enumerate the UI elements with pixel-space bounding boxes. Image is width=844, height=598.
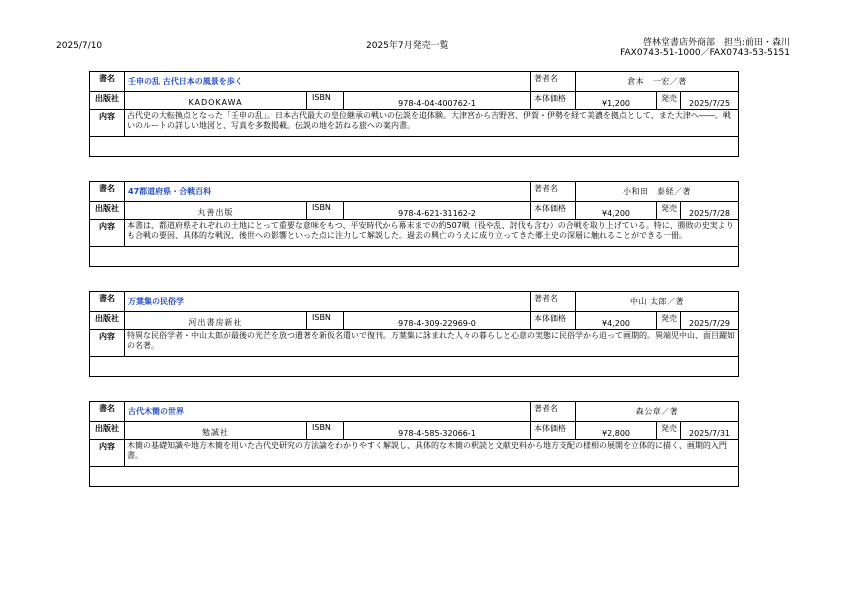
book-content: 木簡の基礎知識や地方木簡を用いた古代史研究の方法論をわかりやすく解説し、具体的な木簡の釈読と文献史料から地方支配の様相の展開を立体的に描く、画期的入門書。 (125, 440, 739, 467)
book-title: 万葉集の民俗学 (125, 292, 531, 312)
publisher-label: 出版社 (90, 92, 125, 110)
book-content: 特異な民俗学者・中山太郎が最後の光芒を放つ遺著を新仮名遣いで復刊。万葉集に詠まれた人々の暮らしと心意の実態に民俗学から迫って画期的。異端児中山、面目躍如の名著。 (125, 330, 739, 357)
book-entry (89, 181, 738, 267)
book-author: 倉本 一宏／著 (576, 72, 739, 92)
release-label: 発売 (657, 422, 681, 440)
author-label: 著者名 (531, 292, 576, 312)
isbn-label: ISBN (307, 92, 344, 110)
release-label: 発売 (657, 312, 681, 330)
book-isbn: 978-4-309-22969-0 (344, 312, 531, 330)
list-date: 2025/7/10 (56, 41, 103, 51)
book-price: ¥4,200 (576, 202, 657, 220)
book-price: ¥2,800 (576, 422, 657, 440)
content-label: 内容 (90, 110, 125, 137)
publisher-label: 出版社 (90, 312, 125, 330)
book-release-date: 2025/7/31 (681, 422, 739, 440)
isbn-label: ISBN (307, 422, 344, 440)
book-publisher: KADOKAWA (125, 92, 307, 110)
title-label: 書名 (90, 292, 125, 312)
book-publisher: 河出書房新社 (125, 312, 307, 330)
book-content: 古代史の大転換点となった「壬申の乱」。日本古代最大の皇位継承の戦いの伝説を追体験。大津宮から吉野宮、伊賀・伊勢を経て美濃を拠点として、また大津へ――。戦いのルートの詳しい地図と、写真を多数掲載。伝説の地を訪ねる旅への案内書。 (125, 110, 739, 137)
book-title: 古代木簡の世界 (125, 402, 531, 422)
book-isbn: 978-4-621-31162-2 (344, 202, 531, 220)
notes-row (90, 137, 739, 157)
notes-row (90, 247, 739, 267)
book-author: 森公章／著 (576, 402, 739, 422)
title-label: 書名 (90, 72, 125, 92)
title-label: 書名 (90, 182, 125, 202)
book-isbn: 978-4-585-32066-1 (344, 422, 531, 440)
release-label: 発売 (657, 92, 681, 110)
book-release-date: 2025/7/29 (681, 312, 739, 330)
content-label: 内容 (90, 330, 125, 357)
isbn-label: ISBN (307, 202, 344, 220)
content-label: 内容 (90, 220, 125, 247)
author-label: 著者名 (531, 72, 576, 92)
book-release-date: 2025/7/25 (681, 92, 739, 110)
content-label: 内容 (90, 440, 125, 467)
book-entry (89, 401, 738, 487)
notes-row (90, 467, 739, 487)
price-label: 本体価格 (531, 312, 576, 330)
book-price: ¥4,200 (576, 312, 657, 330)
notes-row (90, 357, 739, 377)
list-title: 2025年7月発売一覧 (366, 41, 449, 51)
author-label: 著者名 (531, 402, 576, 422)
book-isbn: 978-4-04-400762-1 (344, 92, 531, 110)
book-entry (89, 291, 738, 377)
publisher-label: 出版社 (90, 202, 125, 220)
book-price: ¥1,200 (576, 92, 657, 110)
author-label: 著者名 (531, 182, 576, 202)
release-label: 発売 (657, 202, 681, 220)
title-label: 書名 (90, 402, 125, 422)
book-author: 中山 太郎／著 (576, 292, 739, 312)
contact-line-1: 啓林堂書店外商部 担当:前田・森川 (642, 38, 790, 48)
book-title: 47都道府県・合戦百科 (125, 182, 531, 202)
book-content: 本書は、都道府県それぞれの土地にとって重要な意味をもつ、平安時代から幕末までの約507戦（役や乱、討伐も含む）の合戦を取り上げている。特に、勝敗の史実よりも合戦の要因、具体的な戦況、後世への影響といった点に注力して解説した。過去の興亡のうえに成り立ってきた郷土史の深層に触れることができる一冊。 (125, 220, 739, 247)
price-label: 本体価格 (531, 422, 576, 440)
price-label: 本体価格 (531, 92, 576, 110)
book-title: 壬申の乱 古代日本の風景を歩く (125, 72, 531, 92)
book-entry (89, 71, 738, 157)
contact-info (600, 38, 790, 58)
book-publisher: 勉誠社 (125, 422, 307, 440)
contact-line-2: FAX0743-51-1000／FAX0743-53-5151 (620, 48, 790, 58)
isbn-label: ISBN (307, 312, 344, 330)
book-release-date: 2025/7/28 (681, 202, 739, 220)
book-author: 小和田 泰経／著 (576, 182, 739, 202)
publisher-label: 出版社 (90, 422, 125, 440)
book-publisher: 丸善出版 (125, 202, 307, 220)
price-label: 本体価格 (531, 202, 576, 220)
